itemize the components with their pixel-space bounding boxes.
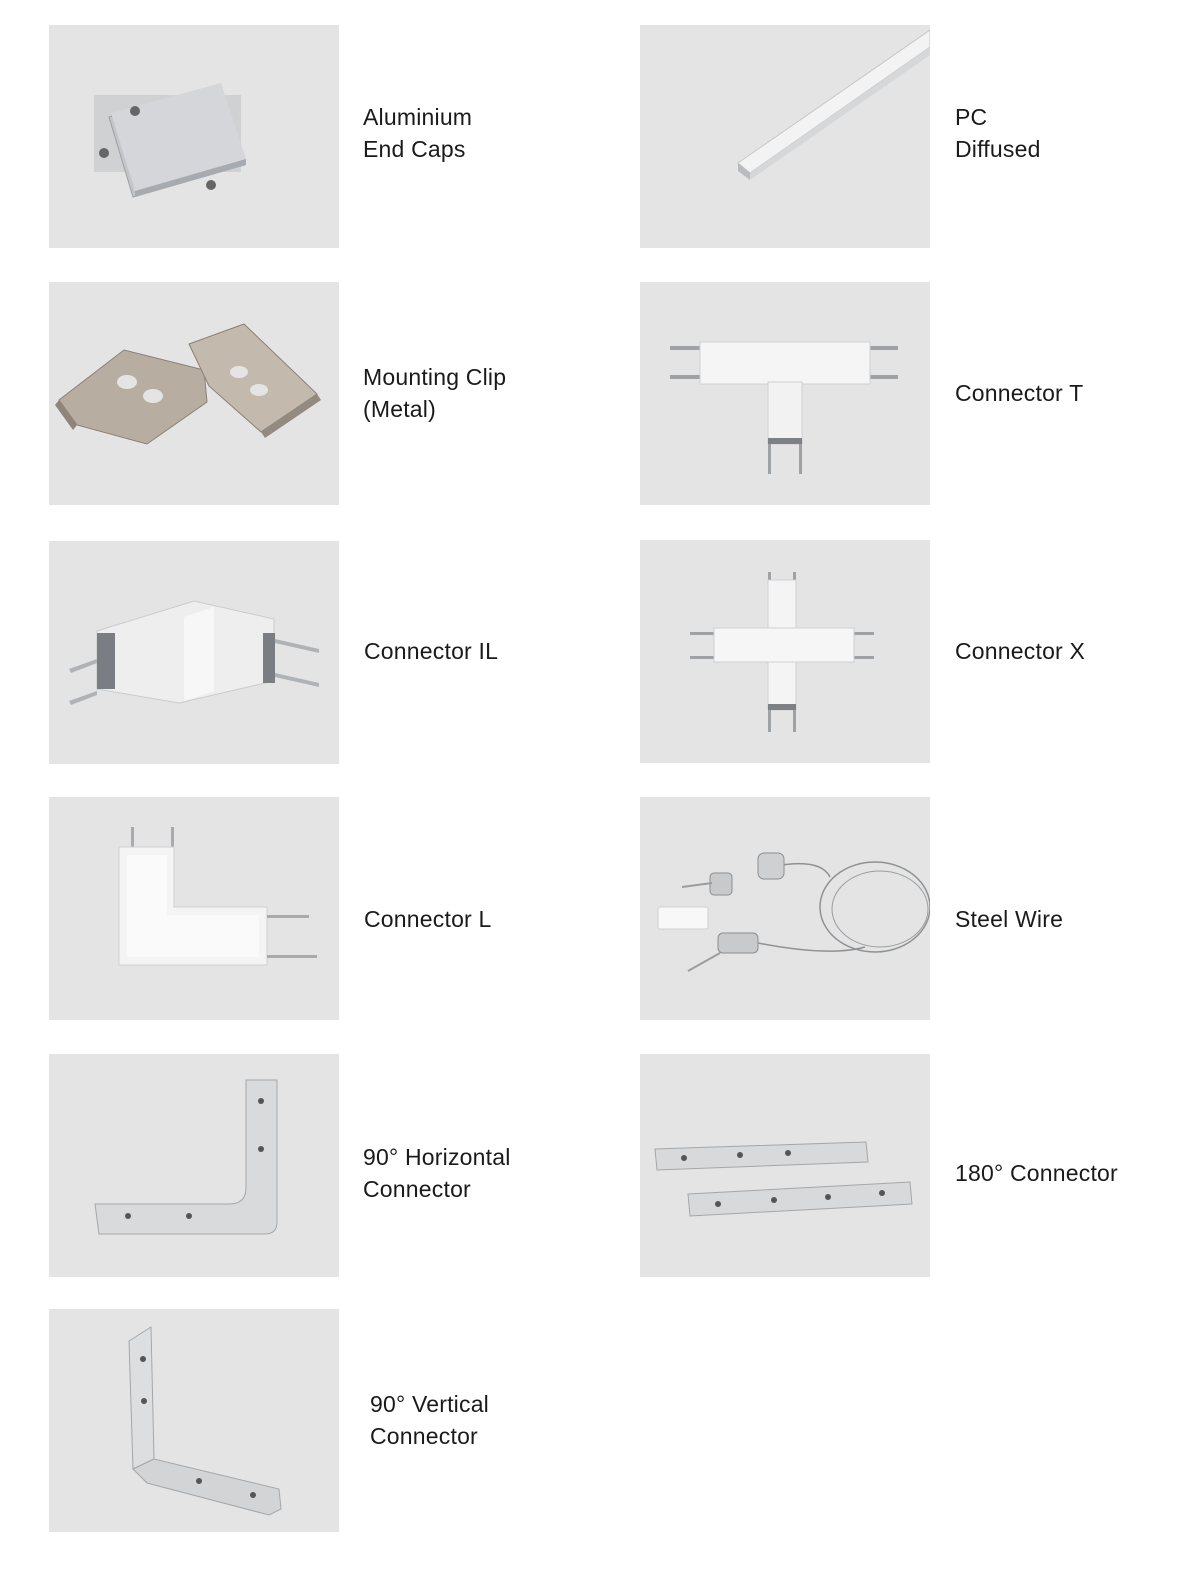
product-label: Steel Wire	[955, 906, 1064, 932]
product-label: Connector X	[955, 638, 1086, 664]
connector-x-icon	[640, 540, 930, 763]
product-label: PC Diffused	[955, 104, 1041, 162]
product-label: Connector T	[955, 380, 1084, 406]
connector-il-icon	[49, 541, 339, 764]
product-label: 90° Vertical Connector	[370, 1391, 489, 1449]
diffuser-icon	[640, 25, 930, 248]
horizontal-bracket-icon	[49, 1054, 339, 1277]
flat-bracket-icon	[640, 1054, 930, 1277]
product-label: Connector IL	[364, 638, 499, 664]
steel-wire-icon	[640, 797, 930, 1020]
connector-t-icon	[640, 282, 930, 505]
product-label: Connector L	[364, 906, 492, 932]
connector-l-icon	[49, 797, 339, 1020]
product-label: 90° Horizontal Connector	[363, 1144, 511, 1202]
product-label: 180° Connector	[955, 1160, 1118, 1186]
mounting-clip-icon	[49, 282, 339, 505]
end-caps-icon	[49, 25, 339, 248]
product-label: Aluminium End Caps	[363, 104, 473, 162]
product-label: Mounting Clip (Metal)	[363, 364, 507, 422]
vertical-bracket-icon	[49, 1309, 339, 1532]
